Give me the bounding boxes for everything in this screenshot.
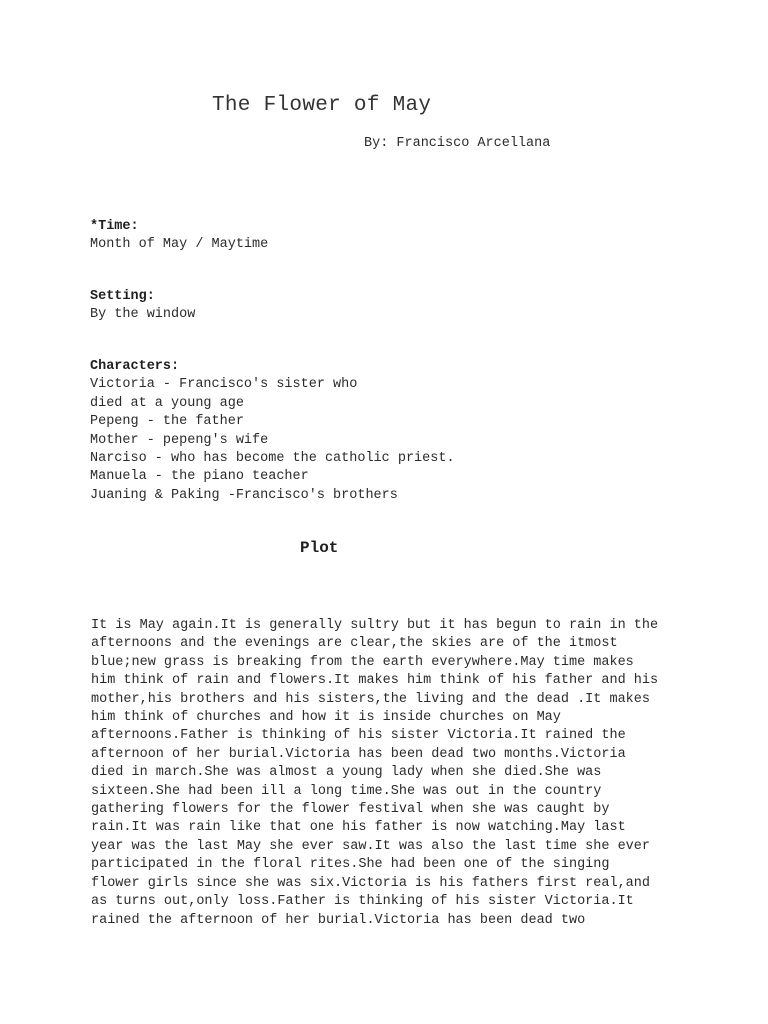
plot-line: rain.It was rain like that one his father is now watching.May last [91,820,626,836]
plot-heading: Plot [300,539,339,557]
character-line: Juaning & Paking -Francisco's brothers [90,487,398,503]
plot-line: rained the afternoon of her burial.Victoria has been dead two [91,912,586,928]
character-line: died at a young age [90,395,244,411]
plot-line: flower girls since she was six.Victoria is his fathers first real,and [91,875,650,891]
characters-heading: Characters: [90,359,180,374]
character-line: Pepeng - the father [90,414,244,430]
plot-body [91,617,658,930]
time-section [90,218,268,255]
setting-heading: Setting: [90,289,155,304]
plot-line: afternoons and the evenings are clear,the skies are of the itmost [91,636,618,652]
plot-line: sixteen.She had been ill a long time.She was out in the country [91,783,602,799]
time-heading: *Time: [90,219,139,234]
author-byline: By: Francisco Arcellana [364,136,551,151]
character-line: Mother - pepeng's wife [90,432,269,448]
plot-line: It is May again.It is generally sultry but it has begun to rain in the [91,618,659,633]
plot-line: as turns out,only loss.Father is thinking of his sister Victoria.It [91,894,634,910]
document-title: The Flower of May [212,94,432,117]
plot-line: year was the last May she ever saw.It was also the last time she ever [91,838,650,854]
time-value: Month of May / Maytime [90,237,269,253]
plot-line: participated in the floral rites.She had been one of the singing [91,857,610,873]
setting-section [90,288,195,325]
plot-line: afternoon of her burial.Victoria has been dead two months.Victoria [91,746,626,762]
character-line: Narciso - who has become the catholic priest. [90,451,455,467]
characters-section [90,358,455,505]
plot-line: mother,his brothers and his sisters,the living and the dead .It makes [91,691,650,707]
character-line: Manuela - the piano teacher [90,469,309,485]
setting-value: By the window [90,307,196,323]
plot-line: him think of rain and flowers.It makes him think of his father and his [91,673,659,689]
plot-line: afternoons.Father is thinking of his sister Victoria.It rained the [91,728,626,744]
character-line: Victoria - Francisco's sister who [90,377,358,393]
plot-line: him think of churches and how it is inside churches on May [91,710,561,726]
plot-line: gathering flowers for the flower festival when she was caught by [91,802,610,818]
plot-line: blue;new grass is breaking from the earth everywhere.May time makes [91,654,634,670]
plot-line: died in march.She was almost a young lady when she died.She was [91,765,602,781]
